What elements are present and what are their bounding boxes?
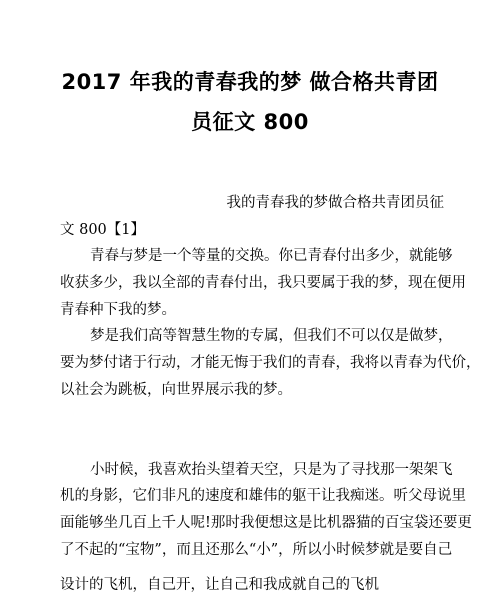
document-body — [60, 190, 481, 593]
paragraph-1 — [60, 243, 466, 323]
paragraph-line: 梦是我们高等智慧生物的专属，但我们不可以仅是做梦， — [90, 328, 453, 345]
paragraph-spacer — [60, 404, 444, 457]
paragraph-line: 青春种下我的梦。 — [60, 301, 176, 318]
paragraph-line: 以社会为跳板，向世界展示我的梦。 — [60, 381, 292, 398]
paragraph-line: 了不起的“宝物”，而且还那么“小”，所以小时候梦就是要自己 — [60, 541, 453, 558]
subtitle-line-2: 文 800【1】 — [60, 221, 146, 238]
subtitle-line-1: 我的青春我的梦做合格共青团员征 — [226, 195, 444, 211]
paragraph-line: 小时候，我喜欢抬头望着天空，只是为了寻找那一架架飞 — [90, 461, 453, 478]
title-line-1: 2017 年我的青春我的梦 做合格共青团 — [61, 70, 439, 94]
paragraph-line-cut — [60, 563, 444, 593]
cut-off-text: 设计的飞机，自己开，让自己和我成就自己的飞机 — [60, 577, 379, 593]
document-title — [0, 62, 500, 142]
paragraph-line: 机的身影，它们非凡的速度和雄伟的躯干让我痴迷。听父母说里 — [60, 488, 466, 505]
paragraph-line: 要为梦付诸于行动，才能无悔于我们的青春，我将以青春为代价， — [60, 355, 481, 372]
paragraph-2 — [60, 323, 481, 403]
paragraph-line: 青春与梦是一个等量的交换。你已青春付出多少，就能够 — [90, 248, 453, 265]
paragraph-line: 面能够坐几百上千人呢!那时我便想这是比机器猫的百宝袋还要更 — [60, 514, 472, 531]
paragraph-line: 收获多少，我以全部的青春付出，我只要属于我的梦，现在便用 — [60, 275, 466, 292]
paragraph-3 — [60, 457, 472, 593]
title-line-2: 员征文 800 — [191, 110, 309, 134]
